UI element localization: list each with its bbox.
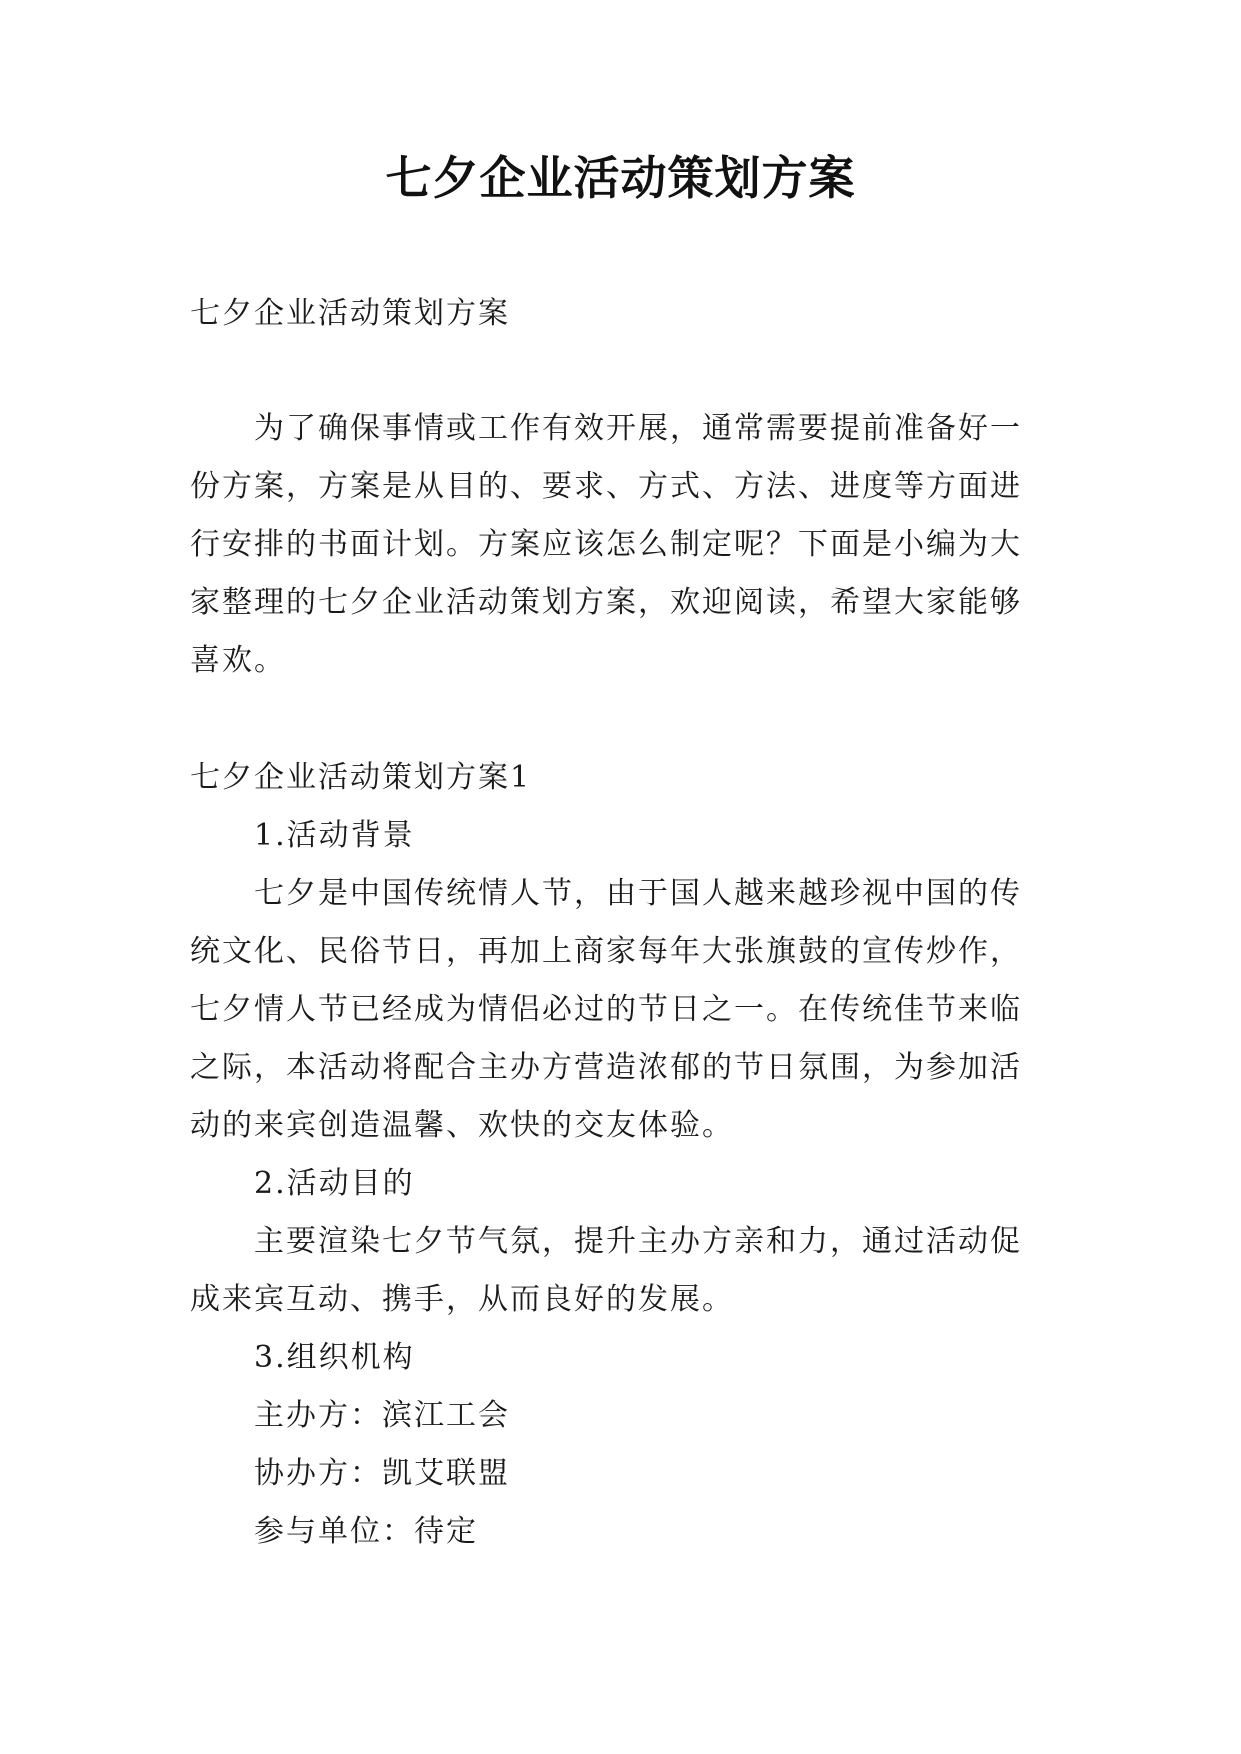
section-heading-goal: 2.活动目的: [254, 1166, 415, 1201]
document-body: [190, 285, 1052, 1561]
spacer: [190, 690, 1052, 749]
background-paragraph: 七夕是中国传统情人节，由于国人越来越珍视中国的传统文化、民俗节日，再加上商家每年大张旗鼓的宣传炒作，七夕情人节已经成为情侣必过的节日之一。在传统佳节来临之际，本活动将配合主办方营造浓郁的节日氛围，为参加活动的来宾创造温馨、欢快的交友体验。: [190, 876, 1022, 1143]
intro-paragraph: 为了确保事情或工作有效开展，通常需要提前准备好一份方案，方案是从目的、要求、方式、方法、进度等方面进行安排的书面计划。方案应该怎么制定呢？下面是小编为大家整理的七夕企业活动策划方案，欢迎阅读，希望大家能够喜欢。: [190, 411, 1022, 678]
section-heading-organization: 3.组织机构: [254, 1340, 415, 1375]
section-heading-background: 1.活动背景: [254, 818, 415, 853]
plan-heading: 七夕企业活动策划方案1: [190, 760, 532, 795]
co-organizer-line: 协办方：凯艾联盟: [254, 1456, 510, 1491]
document-subtitle: 七夕企业活动策划方案: [190, 296, 510, 331]
goal-paragraph: 主要渲染七夕节气氛，提升主办方亲和力，通过活动促成来宾互动、携手，从而良好的发展。: [190, 1224, 1022, 1317]
document-title: 七夕企业活动策划方案: [385, 151, 856, 205]
organizer-line: 主办方：滨江工会: [254, 1398, 510, 1433]
spacer: [190, 343, 1052, 400]
participants-line: 参与单位：待定: [254, 1514, 478, 1549]
